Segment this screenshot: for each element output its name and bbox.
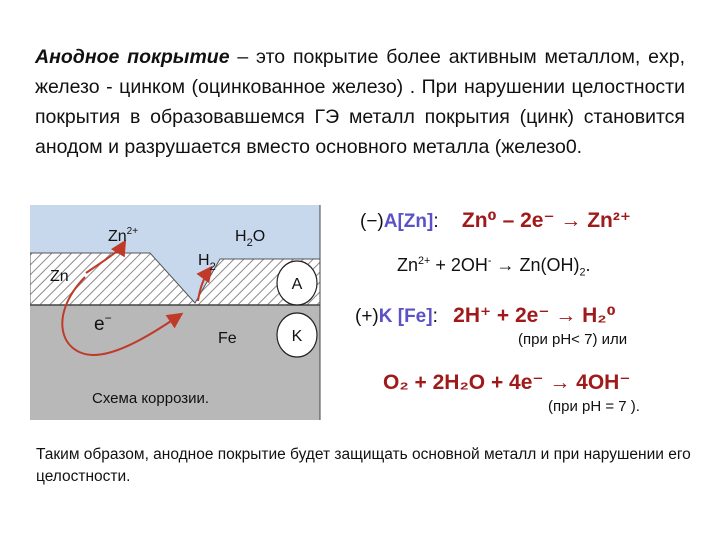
intro-text: – это покрытие более активным металлом, exp, железо - цинком (оцинкованное железо) . При нарушении целостности покрытия в образовавшемся ГЭ металл покрытия (цинк) становится анодом и разрушается вместо основного металла (железо0. bbox=[35, 46, 685, 158]
anode-reaction: Zn⁰ – 2e⁻ → Zn²⁺ bbox=[461, 209, 631, 232]
anode-label-text: A[Zn] bbox=[383, 211, 434, 232]
diagram-caption: Схема коррозии. bbox=[92, 390, 210, 407]
zinc-ion-label: $Zn^{2+}$ bbox=[108, 226, 139, 245]
condition-acidic: (при pH< 7) или bbox=[518, 331, 628, 348]
oxygen-reaction: O₂ + 2H₂O + 4e⁻ → 4OH⁻ bbox=[383, 371, 631, 394]
iron-label: Fe bbox=[218, 330, 237, 347]
cathode-equation: (+)K [Fe]: 2H⁺ + 2e⁻ → H₂⁰ bbox=[355, 304, 616, 327]
anode-label: A bbox=[291, 276, 303, 293]
intro-paragraph bbox=[35, 42, 685, 162]
electron-label: e− bbox=[94, 311, 112, 335]
cathode-label-text: K [Fe] bbox=[378, 306, 433, 327]
condition-neutral: (при pH = 7 ). bbox=[548, 398, 640, 415]
conclusion-paragraph: Таким образом, анодное покрытие будет защищать основной металл и при нарушении его целостности. bbox=[36, 446, 691, 485]
hydroxide-equation: $Zn^{2+} + 2OH^- \to Zn(OH)_2$. bbox=[397, 255, 591, 279]
cathode-label: K bbox=[291, 328, 303, 345]
cathode-reaction: 2H⁺ + 2e⁻ → H₂⁰ bbox=[453, 304, 616, 327]
water-label: $H_2O$ bbox=[235, 228, 266, 249]
intro-lead: Анодное покрытие bbox=[35, 46, 230, 68]
corrosion-diagram bbox=[30, 205, 330, 420]
oxygen-equation bbox=[383, 370, 630, 395]
anode-equation: (−)A[Zn]: Zn⁰ – 2e⁻ → Zn²⁺ bbox=[360, 209, 631, 232]
hydrogen-label: $H_2$ bbox=[198, 252, 216, 273]
zinc-label: Zn bbox=[50, 268, 69, 285]
